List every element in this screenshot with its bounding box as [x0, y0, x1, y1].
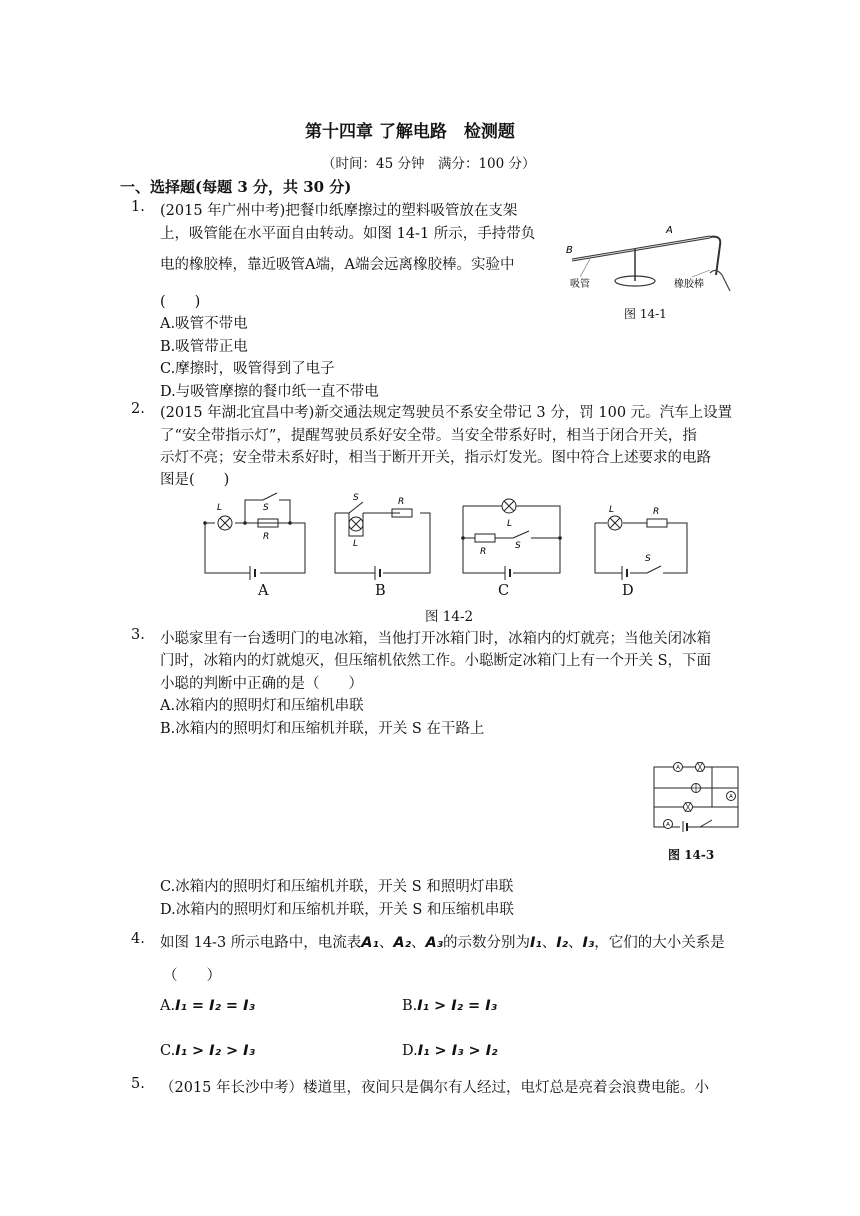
figure-14-1-straw-diagram [560, 215, 740, 295]
q5-line: （2015 年长沙中考）楼道里，夜间只是偶尔有人经过，电灯总是亮着会浪费电能。小 [160, 1080, 710, 1096]
q5-number: 5. [131, 1076, 145, 1092]
rod-pointer [692, 270, 710, 277]
q4-option-d: D.I₁ > I₃ > I₂ [402, 1043, 498, 1059]
switch-label: S [515, 541, 521, 551]
q3-option: A.冰箱内的照明灯和压缩机串联 [160, 698, 364, 714]
q4-number: 4. [131, 931, 145, 947]
q1-number: 1. [131, 199, 145, 215]
figure-14-3-circuit [650, 762, 742, 832]
q3-number: 3. [131, 627, 145, 643]
resistor-icon [475, 534, 495, 542]
q3-option: D.冰箱内的照明灯和压缩机并联，开关 S 和压缩机串联 [160, 902, 514, 918]
circuit-c [463, 499, 560, 580]
q4-stem: 如图 14-3 所示电路中，电流表A₁、A₂、A₃的示数分别为I₁、I₂、I₃，它们的大小关系是 [160, 935, 725, 951]
straw-pointer [580, 259, 590, 277]
figure-14-2-circuits [195, 488, 705, 583]
q2-line: 图是( ) [160, 472, 230, 488]
figure-14-1-caption: 图 14-1 [624, 307, 667, 321]
q3-option: B.冰箱内的照明灯和压缩机并联，开关 S 在干路上 [160, 721, 485, 737]
meter-symbol: A₁ [361, 935, 379, 951]
q1-line: 电的橡胶棒，靠近吸管A端，A端会远离橡胶棒。实验中 [160, 257, 515, 273]
q3-line: 小聪的判断中正确的是（ ） [160, 676, 363, 692]
q2-line: 示灯不亮；安全带未系好时，相当于断开开关，指示灯发光。图中符合上述要求的电路 [160, 450, 711, 466]
straw-highlight [572, 237, 710, 260]
resistor-label: R [263, 532, 270, 542]
current-symbol: I₂ [556, 935, 569, 951]
q4-paren: （ ） [163, 968, 221, 984]
rubber-rod [710, 237, 720, 275]
circuit-label-d: D [622, 583, 634, 599]
lamp-label: L [353, 539, 359, 549]
q1-option: A.吸管不带电 [160, 316, 248, 332]
q3-line: 门时，冰箱内的灯就熄灭，但压缩机依然工作。小聪断定冰箱门上有一个开关 S，下面 [160, 653, 712, 669]
q3-line: 小聪家里有一台透明门的电冰箱，当他打开冰箱门时，冰箱内的灯就亮；当他关闭冰箱 [160, 631, 711, 647]
lamp-label: L [507, 519, 513, 529]
q2-line: (2015 年湖北宜昌中考)新交通法规定驾驶员不系安全带记 3 分，罚 100 元。汽车上设置 [160, 405, 733, 421]
page-title: 第十四章 了解电路 检测题 [305, 122, 515, 142]
lamp-label: L [217, 503, 223, 513]
q2-number: 2. [131, 401, 145, 417]
switch-label: S [353, 493, 359, 503]
switch-icon [349, 502, 363, 513]
q1-paren: ( ) [160, 294, 201, 310]
circuit-b [335, 502, 430, 580]
label-b: B [566, 245, 573, 256]
circuit-label-c: C [498, 583, 510, 599]
q1-option: B.吸管带正电 [160, 339, 248, 355]
q4-option-b: B.I₁ > I₂ = I₃ [402, 998, 497, 1014]
current-symbol: I₃ [582, 935, 595, 951]
q1-option: C.摩擦时，吸管得到了电子 [160, 361, 335, 377]
hand [710, 270, 730, 291]
switch-label: S [263, 503, 269, 513]
resistor-icon [647, 519, 667, 527]
resistor-label: R [398, 497, 405, 507]
label-straw: 吸管 [570, 279, 590, 290]
circuit-d [595, 516, 687, 580]
resistor-label: R [653, 507, 660, 517]
circuit-label-b: B [375, 583, 386, 599]
svg-text:A: A [729, 794, 733, 800]
figure-14-2-caption: 图 14-2 [425, 609, 474, 625]
switch-icon [700, 820, 712, 827]
q2-line: 了“安全带指示灯”，提醒驾驶员系好安全带。当安全带系好时，相当于闭合开关，指 [160, 428, 697, 444]
resistor-label: R [480, 547, 487, 557]
q4-option-a: A.I₁ = I₂ = I₃ [160, 998, 255, 1014]
svg-text:A: A [676, 765, 680, 771]
label-a: A [666, 225, 673, 236]
meter-symbol: A₂ [393, 935, 411, 951]
q4-option-c: C.I₁ > I₂ > I₃ [160, 1043, 255, 1059]
circuit-label-a: A [258, 583, 269, 599]
lamp-label: L [609, 505, 615, 515]
figure-14-3-caption: 图 14-3 [668, 848, 715, 862]
meter-symbol: A₃ [425, 935, 444, 951]
q1-line: (2015 年广州中考)把餐巾纸摩擦过的塑料吸管放在支架 [160, 203, 518, 219]
label-rod: 橡胶棒 [674, 279, 704, 290]
current-symbol: I₁ [530, 935, 542, 951]
exam-info: （时间：45 分钟 满分：100 分） [322, 156, 536, 172]
q3-option: C.冰箱内的照明灯和压缩机并联，开关 S 和照明灯串联 [160, 879, 514, 895]
svg-text:A: A [666, 822, 670, 828]
q1-option: D.与吸管摩擦的餐巾纸一直不带电 [160, 384, 379, 400]
section-heading: 一、选择题(每题 3 分，共 30 分) [120, 178, 352, 196]
q1-line: 上，吸管能在水平面自由转动。如图 14-1 所示，手持带负 [160, 226, 536, 242]
switch-label: S [645, 554, 651, 564]
